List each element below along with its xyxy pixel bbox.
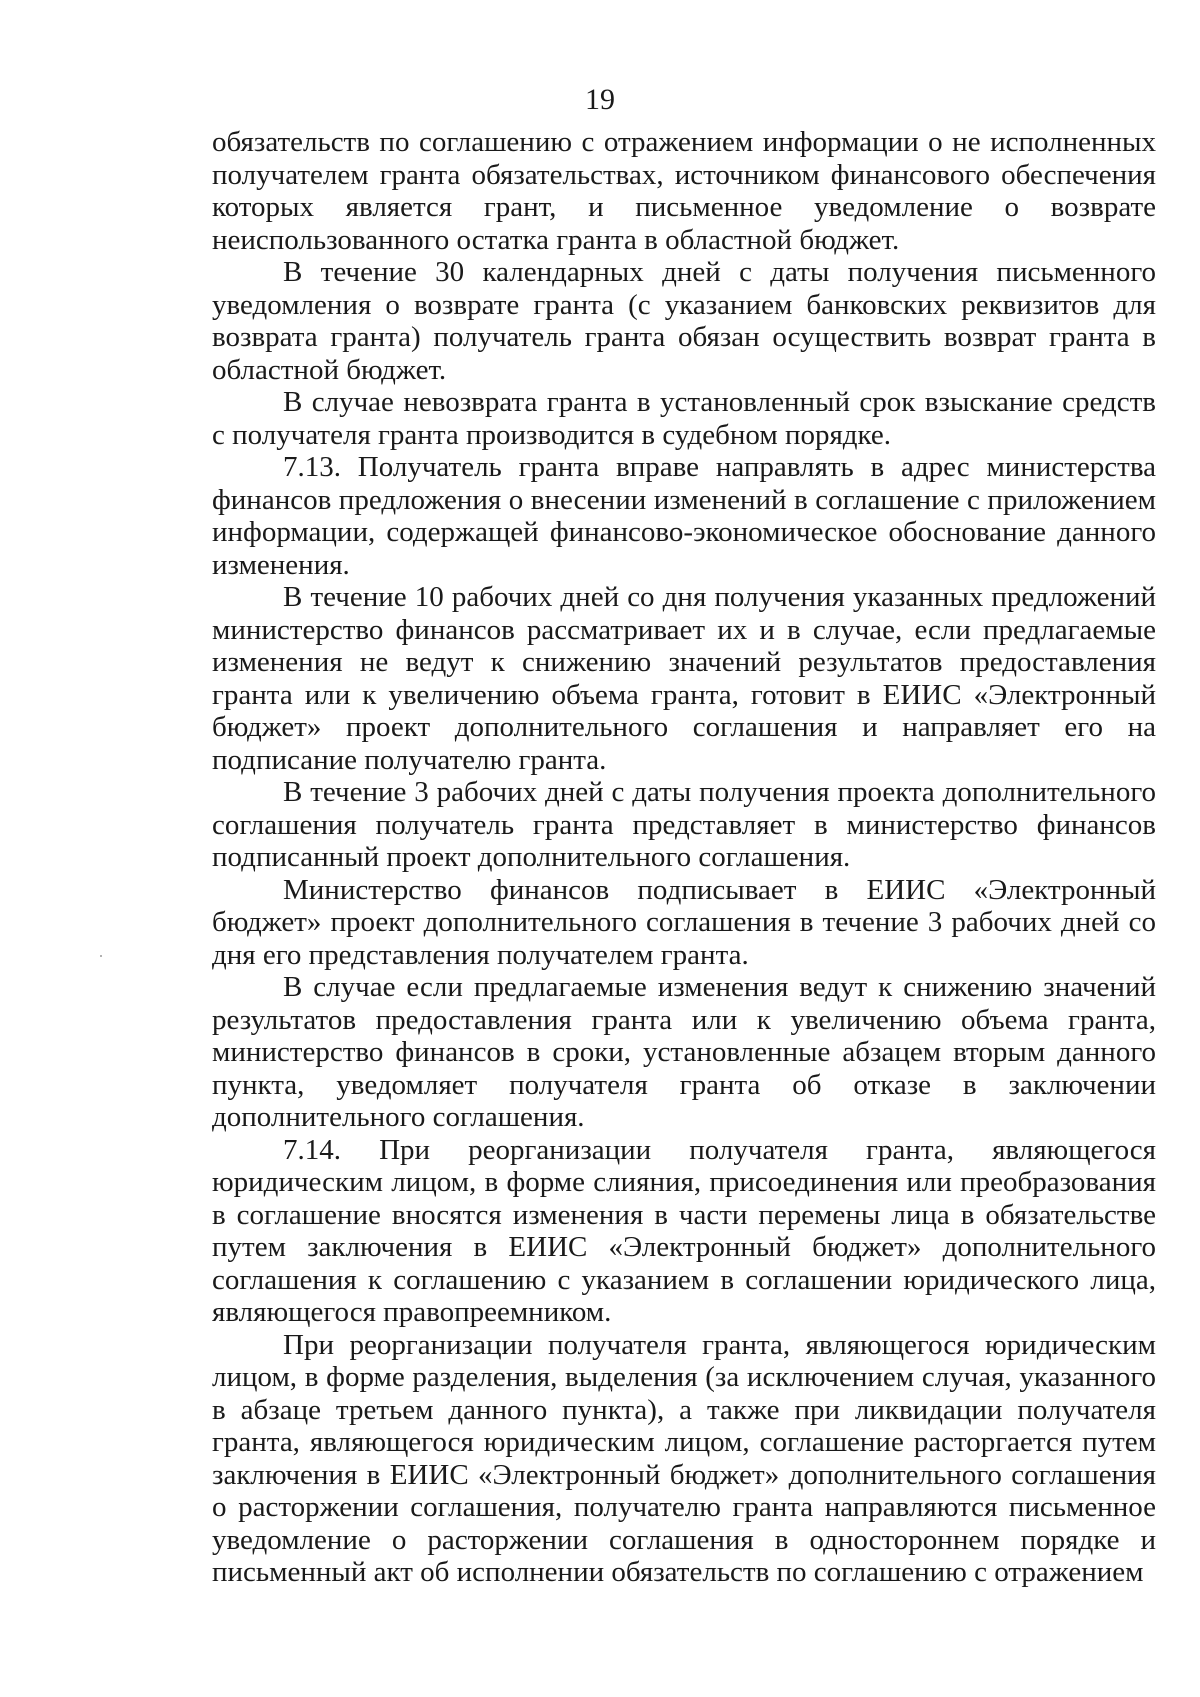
document-body — [212, 126, 1156, 1589]
paragraph-continuation: обязательств по соглашению с отражением информации о не исполненных получателем гранта обязательствах, источником финансового обеспечения которых является грант, и письменное уведомление о возврате неиспользованного остатка гранта в областной бюджет. — [212, 126, 1156, 256]
scan-speck — [100, 955, 102, 957]
paragraph-clause-7-14: 7.14. При реорганизации получателя гранта, являющегося юридическим лицом, в форме слияния, присоединения или преобразования в соглашение вносятся изменения в части перемены лица в обязательстве путем заключения в ЕИИС «Электронный бюджет» дополнительного соглашения к соглашению с указанием в соглашении юридического лица, являющегося правопреемником. — [212, 1133, 1156, 1328]
paragraph: В случае если предлагаемые изменения ведут к снижению значений результатов предоставления гранта или к увеличению объема гранта, министерство финансов в сроки, установленные абзацем вторым данного пункта, уведомляет получателя гранта об отказе в заключении дополнительного соглашения. — [212, 971, 1156, 1133]
paragraph: При реорганизации получателя гранта, являющегося юридическим лицом, в форме разделения, выделения (за исключением случая, указанного в абзаце третьем данного пункта), а также при ликвидации получателя гранта, являющегося юридическим лицом, соглашение расторгается путем заключения в ЕИИС «Электронный бюджет» дополнительного соглашения о расторжении соглашения, получателю гранта направляются письменное уведомление о расторжении соглашения в одностороннем порядке и письменный акт об исполнении обязательств по соглашению с отражением — [212, 1328, 1156, 1588]
paragraph-clause-7-13: 7.13. Получатель гранта вправе направлять в адрес министерства финансов предложения о внесении изменений в соглашение с приложением информации, содержащей финансово-экономическое обоснование данного изменения. — [212, 451, 1156, 581]
paragraph: В течение 10 рабочих дней со дня получения указанных предложений министерство финансов рассматривает их и в случае, если предлагаемые изменения не ведут к снижению значений результатов предоставления гранта или к увеличению объема гранта, готовит в ЕИИС «Электронный бюджет» проект дополнительного соглашения и направляет его на подписание получателю гранта. — [212, 581, 1156, 776]
paragraph: В течение 30 календарных дней с даты получения письменного уведомления о возврате гранта (с указанием банковских реквизитов для возврата гранта) получатель гранта обязан осуществить возврат гранта в областной бюджет. — [212, 256, 1156, 386]
paragraph: В течение 3 рабочих дней с даты получения проекта дополнительного соглашения получатель гранта представляет в министерство финансов подписанный проект дополнительного соглашения. — [212, 776, 1156, 873]
paragraph: Министерство финансов подписывает в ЕИИС «Электронный бюджет» проект дополнительного соглашения в течение 3 рабочих дней со дня его представления получателем гранта. — [212, 873, 1156, 971]
paragraph: В случае невозврата гранта в установленный срок взыскание средств с получателя гранта производится в судебном порядке. — [212, 386, 1156, 451]
page-number: 19 — [585, 83, 615, 116]
